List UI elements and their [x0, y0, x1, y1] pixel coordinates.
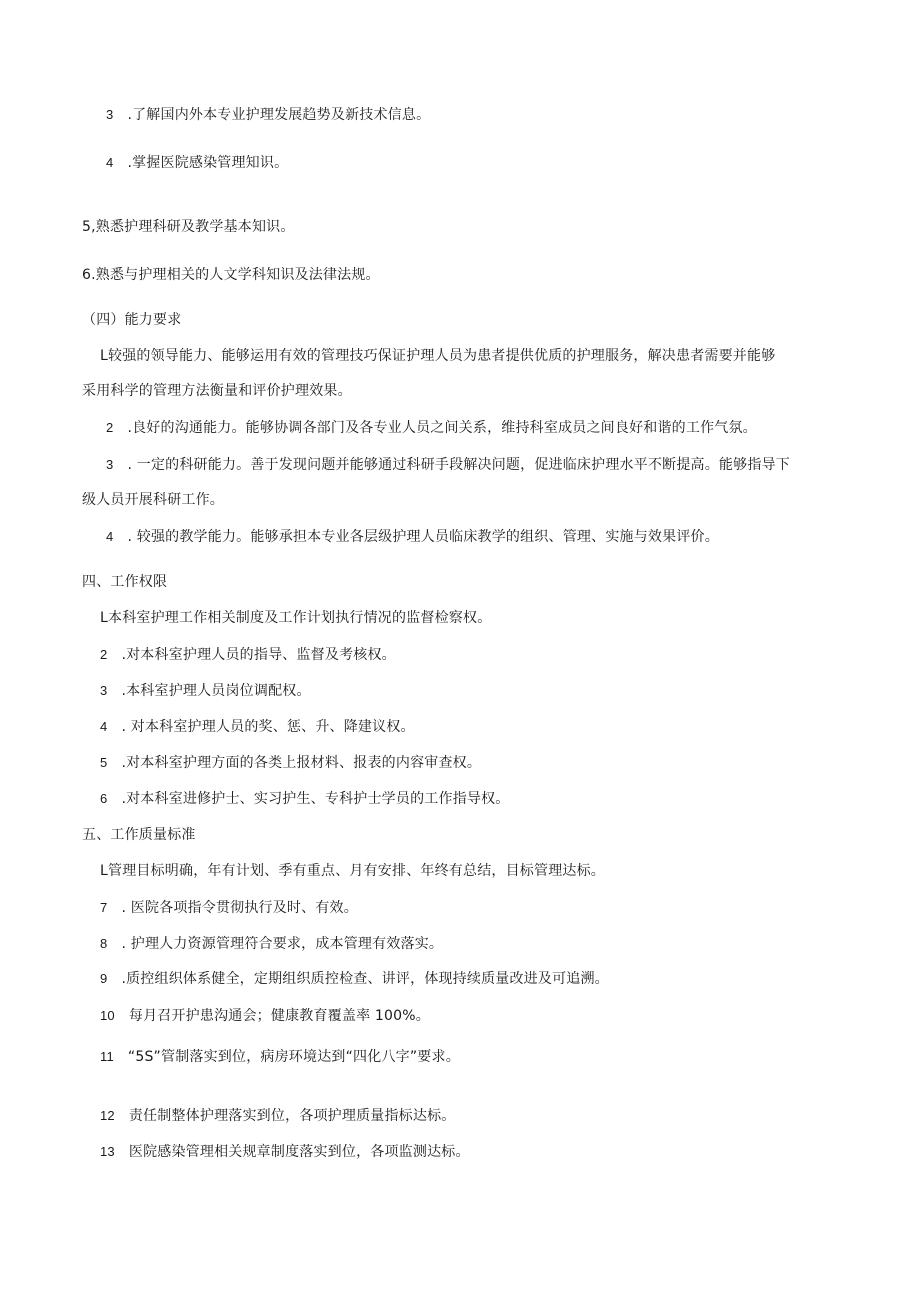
- item-text: .本科室护理人员岗位调配权。: [121, 683, 311, 699]
- ability-item-1-line2: 采用科学的管理方法衡量和评价护理效果。: [82, 383, 352, 399]
- item-text: .质控组织体系健全，定期组织质控检查、讲评，体现持续质量改进及可追溯。: [121, 971, 609, 987]
- item-number: 3: [100, 683, 108, 698]
- knowledge-item-5: [82, 217, 295, 237]
- item-number: 5: [100, 755, 108, 770]
- item-number: 10: [100, 1008, 115, 1023]
- item-number: 11: [100, 1049, 114, 1064]
- item-number: 7: [100, 900, 108, 915]
- authority-item-5: [100, 753, 481, 773]
- item-number: 6: [100, 791, 108, 806]
- item-number: 3: [106, 107, 114, 122]
- quality-item-12: [100, 1106, 455, 1126]
- knowledge-item-3: [106, 105, 430, 125]
- ability-item-3-line2: 级人员开展科研工作。: [82, 492, 224, 508]
- ability-heading: （四）能力要求: [82, 312, 182, 328]
- item-number: 4: [106, 529, 114, 544]
- ability-item-3-line1: [106, 455, 790, 475]
- item-text: 每月召开护患沟通会；健康教育覆盖率 100%。: [128, 1008, 430, 1024]
- quality-item-8: [100, 934, 443, 954]
- item-text: . 较强的教学能力。能够承担本专业各层级护理人员临床教学的组织、管理、实施与效果评价。: [127, 529, 719, 545]
- item-text: .对本科室进修护士、实习护生、专科护士学员的工作指导权。: [121, 791, 510, 807]
- item-text: 责任制整体护理落实到位，各项护理质量指标达标。: [128, 1108, 456, 1124]
- item-number: 4: [100, 719, 108, 734]
- knowledge-item-6: [82, 265, 380, 285]
- item-text: .对本科室护理人员的指导、监督及考核权。: [121, 647, 396, 663]
- item-number: 9: [100, 971, 108, 986]
- quality-item-1: L管理目标明确，年有计划、季有重点、月有安排、年终有总结，目标管理达标。: [100, 863, 605, 879]
- authority-heading: 四、工作权限: [82, 574, 168, 590]
- item-number: 2: [100, 647, 108, 662]
- knowledge-item-4: [106, 153, 288, 173]
- item-text: “5S”管制落实到位，病房环境达到“四化八字”要求。: [127, 1049, 460, 1065]
- item-number: 13: [100, 1144, 115, 1159]
- item-text: . 医院各项指令贯彻执行及时、有效。: [121, 900, 358, 916]
- ability-item-4: [106, 527, 719, 547]
- quality-item-10: [100, 1006, 430, 1026]
- authority-item-6: [100, 789, 510, 809]
- item-number: 8: [100, 936, 108, 951]
- authority-item-3: [100, 681, 311, 701]
- item-text: 5,熟悉护理科研及教学基本知识。: [82, 219, 295, 235]
- quality-item-9: [100, 969, 609, 989]
- item-number: 4: [106, 155, 114, 170]
- ability-item-2: [106, 418, 757, 438]
- authority-item-2: [100, 645, 396, 665]
- ability-item-1-line1: L较强的领导能力、能够运用有效的管理技巧保证护理人员为患者提供优质的护理服务，解决患者需要并能够: [100, 348, 776, 364]
- item-text: . 对本科室护理人员的奖、惩、升、降建议权。: [121, 719, 415, 735]
- item-text: .对本科室护理方面的各类上报材料、报表的内容审查权。: [121, 755, 482, 771]
- item-text: 医院感染管理相关规章制度落实到位，各项监测达标。: [128, 1144, 470, 1160]
- item-text: .掌握医院感染管理知识。: [127, 155, 289, 171]
- item-text: . 护理人力资源管理符合要求，成本管理有效落实。: [121, 936, 444, 952]
- authority-item-1: L本科室护理工作相关制度及工作计划执行情况的监督检察权。: [100, 610, 492, 626]
- authority-item-4: [100, 717, 415, 737]
- item-number: 2: [106, 420, 114, 435]
- item-text: .良好的沟通能力。能够协调各部门及各专业人员之间关系，维持科室成员之间良好和谐的工作气氛。: [127, 420, 757, 436]
- item-number: 3: [106, 457, 114, 472]
- item-number: 12: [100, 1108, 115, 1123]
- item-text: .了解国内外本专业护理发展趋势及新技术信息。: [127, 107, 431, 123]
- quality-item-13: [100, 1142, 470, 1162]
- quality-item-7: [100, 898, 358, 918]
- quality-heading: 五、工作质量标准: [82, 827, 196, 843]
- item-text: 6.熟悉与护理相关的人文学科知识及法律法规。: [82, 267, 380, 283]
- quality-item-11: [100, 1047, 460, 1067]
- item-text: . 一定的科研能力。善于发现问题并能够通过科研手段解决问题，促进临床护理水平不断提高。能够指导下: [127, 457, 790, 473]
